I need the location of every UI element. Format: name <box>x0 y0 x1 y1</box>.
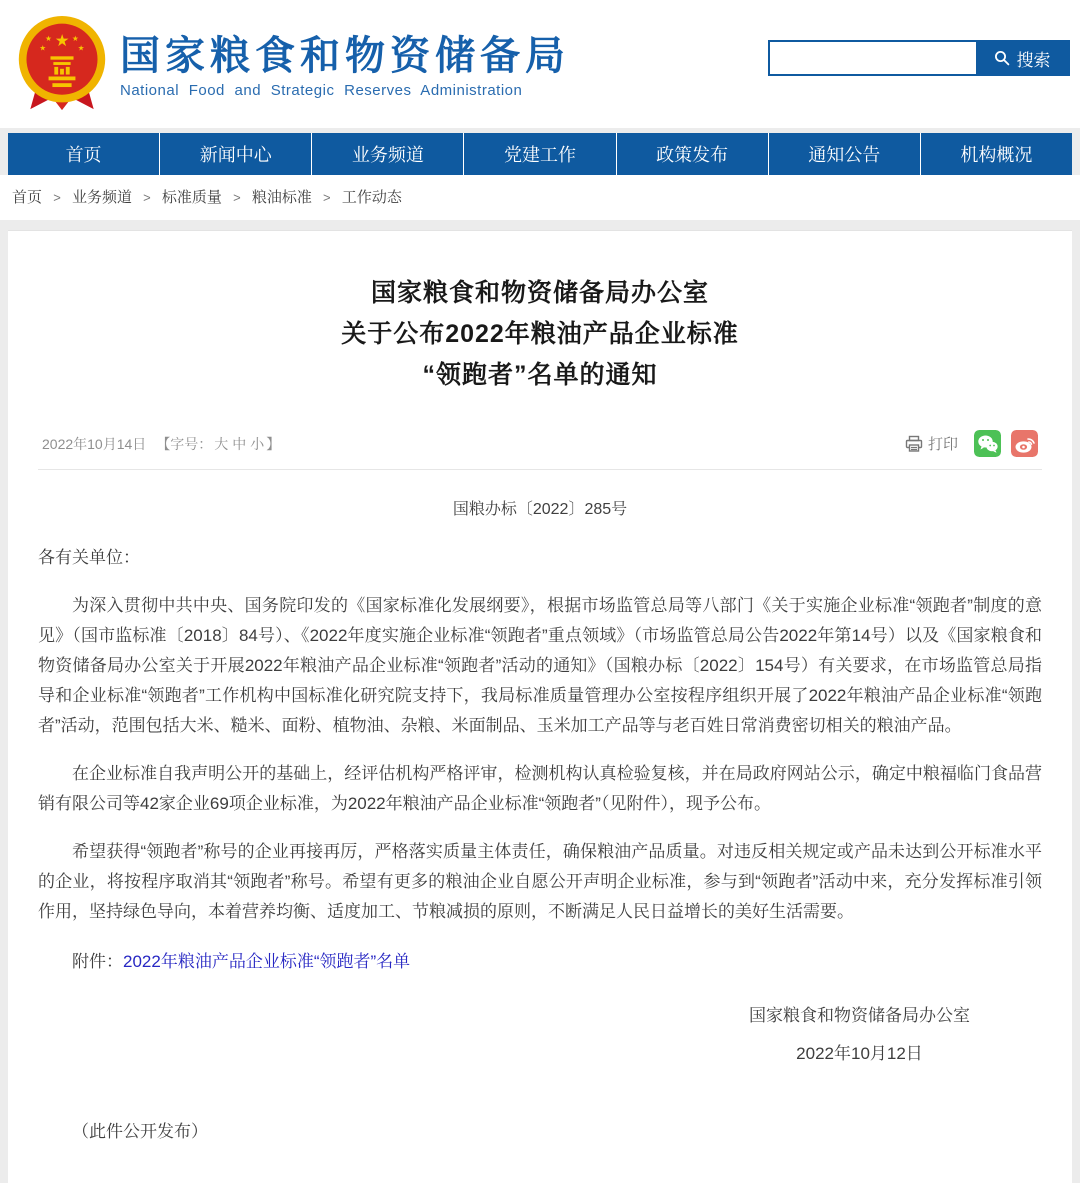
article-title-line-1: 国家粮食和物资储备局办公室 <box>370 279 709 307</box>
document-number: 国粮办标〔2022〕285号 <box>452 501 628 518</box>
weibo-share-icon[interactable] <box>1011 430 1038 457</box>
svg-text:★: ★ <box>45 33 53 43</box>
font-size-prefix: 【字号： <box>156 435 213 452</box>
article-title <box>38 273 1042 396</box>
nav-item-notices[interactable]: 通知公告 <box>769 133 921 175</box>
signature-date: 2022年10月12日 <box>796 1044 923 1063</box>
article-body <box>38 543 1042 1147</box>
breadcrumb-separator: > <box>323 190 331 205</box>
article-meta-row <box>38 430 1042 470</box>
search-button-label: 搜索 <box>1016 50 1051 70</box>
signature-block <box>749 1001 970 1069</box>
printer-icon <box>905 435 923 453</box>
search-bar <box>768 40 1070 76</box>
breadcrumb-home[interactable]: 首页 <box>12 189 43 206</box>
site-logo[interactable] <box>14 14 570 114</box>
breadcrumb-separator: > <box>143 190 151 205</box>
breadcrumb-grain-oil-standards[interactable]: 粮油标准 <box>251 189 312 206</box>
article-panel <box>8 230 1072 1183</box>
svg-text:★: ★ <box>71 33 79 43</box>
search-button[interactable] <box>976 42 1068 74</box>
site-subtitle: National Food and Strategic Reserves Administration <box>120 82 523 99</box>
svg-text:★: ★ <box>54 31 70 50</box>
print-button[interactable] <box>905 433 958 454</box>
article-meta-left <box>42 434 280 454</box>
article-title-line-2: 关于公布2022年粮油产品企业标准 <box>341 320 739 348</box>
article-meta-right <box>905 430 1038 457</box>
font-size-large-button[interactable]: 大 <box>214 435 229 452</box>
salutation: 各有关单位： <box>38 548 140 567</box>
attachment-link[interactable]: 2022年粮油产品企业标准“领跑者”名单 <box>123 952 411 971</box>
svg-text:★: ★ <box>39 43 47 53</box>
main-nav <box>8 133 1072 175</box>
nav-item-about[interactable]: 机构概况 <box>960 145 1033 165</box>
breadcrumb <box>0 175 1080 220</box>
paragraph-1: 为深入贯彻中共中央、国务院印发的《国家标准化发展纲要》，根据市场监管总局等八部门《关于实施企业标准“领跑者”制度的意见》（国市监标准〔2018〕84号）、《2022年度实施企业标准“领跑者”重点领域》（市场监管总局公告2022年第14号）以及《国家粮食和物资储备局办公室关于开展2022年粮油产品企业标准“领跑者”活动的通知》（国粮办标〔2022〕154号）有关要求，在市场监管总局指导和企业标准“领跑者”工作机构中国标准化研究院支持下，我局标准质量管理办公室按程序组织开展了2022年粮油产品企业标准“领跑者”活动，范围包括大米、糙米、面粉、植物油、杂粮、米面制品、玉米加工产品等与老百姓日常消费密切相关的粮油产品。 <box>38 596 1042 735</box>
svg-text:★: ★ <box>77 43 85 53</box>
nav-item-news[interactable]: 新闻中心 <box>160 133 312 175</box>
breadcrumb-business[interactable]: 业务频道 <box>71 189 132 206</box>
paragraph-3: 希望获得“领跑者”称号的企业再接再厉，严格落实质量主体责任，确保粮油产品质量。对违反相关规定或产品未达到公开标准水平的企业，将按程序取消其“领跑者”称号。希望有更多的粮油企业自愿公开声明企业标准，参与到“领跑者”活动中来，充分发挥标准引领作用，坚持绿色导向，本着营养均衡、适度加工、节粮减损的原则，不断满足人民日益增长的美好生活需要。 <box>38 842 1042 921</box>
font-size-medium-button[interactable]: 中 <box>232 435 247 452</box>
font-size-suffix: 】 <box>266 435 281 452</box>
print-label: 打印 <box>927 436 958 453</box>
site-title: 国家粮食和物资储备局 <box>120 34 570 78</box>
attachment-line <box>38 947 1042 977</box>
signature-wrap <box>38 1001 1042 1069</box>
paragraph-2: 在企业标准自我声明公开的基础上，经评估机构严格评审，检测机构认真检验复核，并在局政府网站公示，确定中粮福临门食品营销有限公司等42家企业69项企业标准，为2022年粮油产品企业标准“领跑者”（见附件），现予公布。 <box>38 764 1042 813</box>
signature-name: 国家粮食和物资储备局办公室 <box>749 1006 970 1025</box>
font-size-control <box>156 434 280 454</box>
nav-item-policy[interactable]: 政策发布 <box>617 133 769 175</box>
magnifier-icon <box>994 50 1010 66</box>
breadcrumb-standards-quality[interactable]: 标准质量 <box>161 189 222 206</box>
national-emblem-icon <box>14 14 110 114</box>
nav-item-home[interactable]: 首页 <box>8 133 160 175</box>
nav-item-party[interactable]: 党建工作 <box>464 133 616 175</box>
publish-date: 2022年10月14日 <box>42 435 147 452</box>
wechat-share-icon[interactable] <box>974 430 1001 457</box>
public-release-note: （此件公开发布） <box>72 1122 208 1141</box>
font-size-small-button[interactable]: 小 <box>250 435 265 452</box>
site-header <box>0 0 1080 128</box>
attachment-label: 附件： <box>72 952 123 971</box>
breadcrumb-separator: > <box>53 190 61 205</box>
article-title-line-3: “领跑者”名单的通知 <box>422 361 658 389</box>
nav-item-business[interactable]: 业务频道 <box>312 133 464 175</box>
breadcrumb-separator: > <box>233 190 241 205</box>
search-input[interactable] <box>770 42 976 74</box>
breadcrumb-work-updates[interactable]: 工作动态 <box>341 189 402 206</box>
site-title-block <box>120 29 570 99</box>
